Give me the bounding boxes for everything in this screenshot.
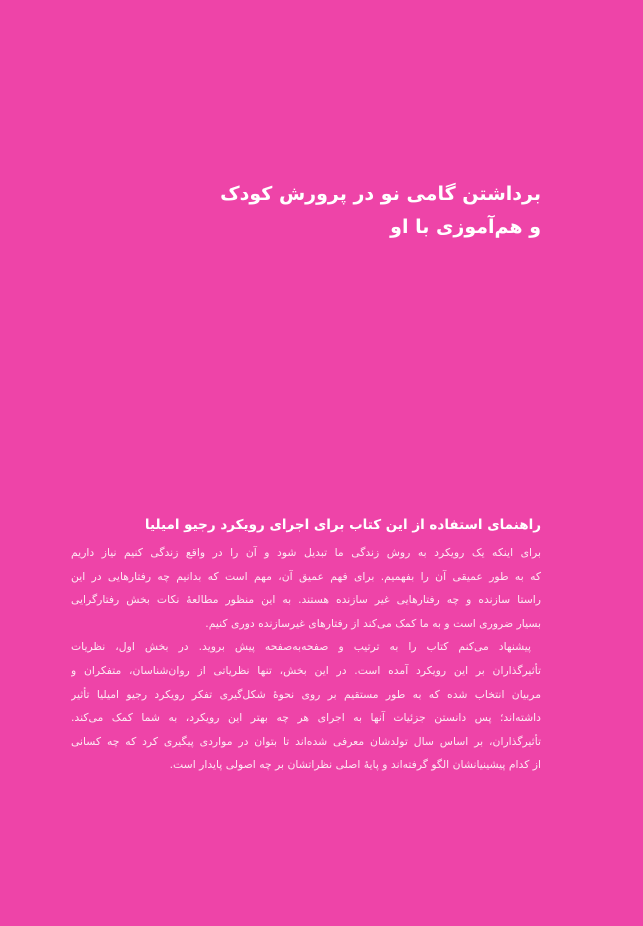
body-line: برای اینکه یک رویکرد به روش زندگی ما تبدیل شود و آن را در واقع زندگی کنیم نیاز داریم [71, 546, 541, 559]
body-line: پیشنهاد می‌کنم کتاب را به ترتیب و صفحه‌به‌صفحه پیش بروید. در بخش اول، نظریات [71, 640, 531, 654]
body-line: تأثیرگذاران، بر اساس سال تولدشان معرفی شده‌اند تا بتوان در مواردی پیگیری کرد که چه کسانی [71, 734, 541, 748]
body-line: داشته‌اند؛ پس دانستن جزئیات آنها به اجرای هر چه بهتر این رویکرد، به شما کمک می‌کند. [71, 711, 541, 725]
body-line: از کدام پیشینیانشان الگو گرفته‌اند و پایهٔ اصلی نظراتشان بر چه اصولی پایدار است. [169, 758, 541, 772]
body-line: تأثیرگذاران بر این رویکرد آمده است. در این بخش، تنها نظریاتی از روان‌شناسان، متفکران و [71, 663, 541, 677]
section-heading: راهنمای استفاده از این کتاب برای اجرای رویکرد رجیو امیلیا [144, 517, 541, 533]
page-title [81, 178, 541, 244]
body-line: راستا سازنده و چه رفتارهایی غیر سازنده هستند. به این منظور مطالعهٔ نکات بخش رفتارگرایی [71, 593, 541, 607]
body-text [71, 541, 541, 777]
body-line: که به طور عمیقی آن را بفهمیم. برای فهم عمیق آن، مهم است که بدانیم چه رفتارهایی در این [71, 569, 541, 583]
body-line: بسیار ضروری است و به ما کمک می‌کند از رفتارهای غیرسازنده دوری کنیم. [205, 616, 541, 630]
body-line: مربیان انتخاب شده که به طور مستقیم بر روی نحوهٔ شکل‌گیری تفکر رویکرد رجیو امیلیا تأثیر [71, 687, 541, 701]
page-title-line-2: و هم‌آموزی با او [390, 216, 541, 238]
page-title-line-1: برداشتن گامی نو در پرورش کودک [220, 183, 541, 205]
